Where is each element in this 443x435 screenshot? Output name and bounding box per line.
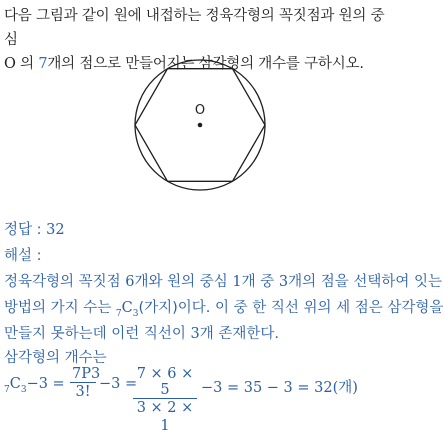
solution-fragment: 개의 점을 선택하여 잇는 <box>288 274 442 290</box>
center-label: O <box>194 103 206 118</box>
fraction-permutation <box>70 366 101 401</box>
solution-heading: 해설 : <box>4 248 42 264</box>
solution-number: 1 <box>232 274 242 290</box>
hexagon-figure <box>130 55 270 195</box>
solution-number: 3 <box>278 274 289 290</box>
solution-line-1 <box>4 270 442 291</box>
point-count: 7 <box>38 56 48 72</box>
fraction-denominator: 3! <box>75 384 91 400</box>
center-letter: O <box>4 56 16 72</box>
solution-fragment: 정육각형의 꼭짓점 <box>4 274 126 290</box>
hexagon-diagram <box>130 55 270 195</box>
answer <box>4 218 65 239</box>
fraction-product <box>133 366 197 435</box>
solution-number: 3 <box>190 326 200 342</box>
fraction-numerator: 7 × 6 × 5 <box>133 366 197 399</box>
solution-number: 6 <box>125 274 135 290</box>
solution-fragment: 개 중 <box>241 274 279 290</box>
comb-r: 3 <box>132 308 139 319</box>
solution-fragment: (가지)이다. 이 중 한 직선 위의 세 점은 삼각형을 <box>138 300 443 316</box>
question-fragment: 개의 점으로 만들어지는 삼각형의 개수를 구하시오. <box>47 56 364 72</box>
formula-op: −3 = <box>99 376 138 392</box>
comb-symbol: C <box>121 300 133 316</box>
center-point <box>198 123 203 128</box>
formula-lhs <box>4 376 65 395</box>
answer-value: 32 <box>46 222 65 238</box>
lhs-r: 3 <box>20 384 27 395</box>
lhs-n: 7 <box>4 384 10 395</box>
question-fragment: 의 <box>15 56 39 72</box>
fraction-denominator: 3 × 2 × 1 <box>136 400 194 434</box>
question-line-1: 다음 그림과 같이 원에 내접하는 정육각형의 꼭짓점과 원의 중심 <box>4 8 385 48</box>
solution-line-3 <box>4 322 279 343</box>
formula-op: −3 = <box>26 376 65 392</box>
solution-fragment: 개와 원의 중심 <box>134 274 233 290</box>
formula-tail: −3 = 35 − 3 = 32(개) <box>201 380 358 396</box>
fraction-numerator: 7P3 <box>72 366 101 382</box>
solution-line-4: 삼각형의 개수는 <box>4 350 107 366</box>
lhs-symbol: C <box>9 376 21 392</box>
solution-fragment: 방법의 가지 수는 <box>4 300 116 316</box>
solution-fragment: 개 존재한다. <box>199 326 280 342</box>
answer-label: 정답 : <box>4 222 47 238</box>
solution-fragment: 만들지 못하는데 이런 직선이 <box>4 326 191 342</box>
comb-n: 7 <box>115 308 122 319</box>
solution-line-2 <box>4 296 443 319</box>
combination <box>115 300 139 319</box>
